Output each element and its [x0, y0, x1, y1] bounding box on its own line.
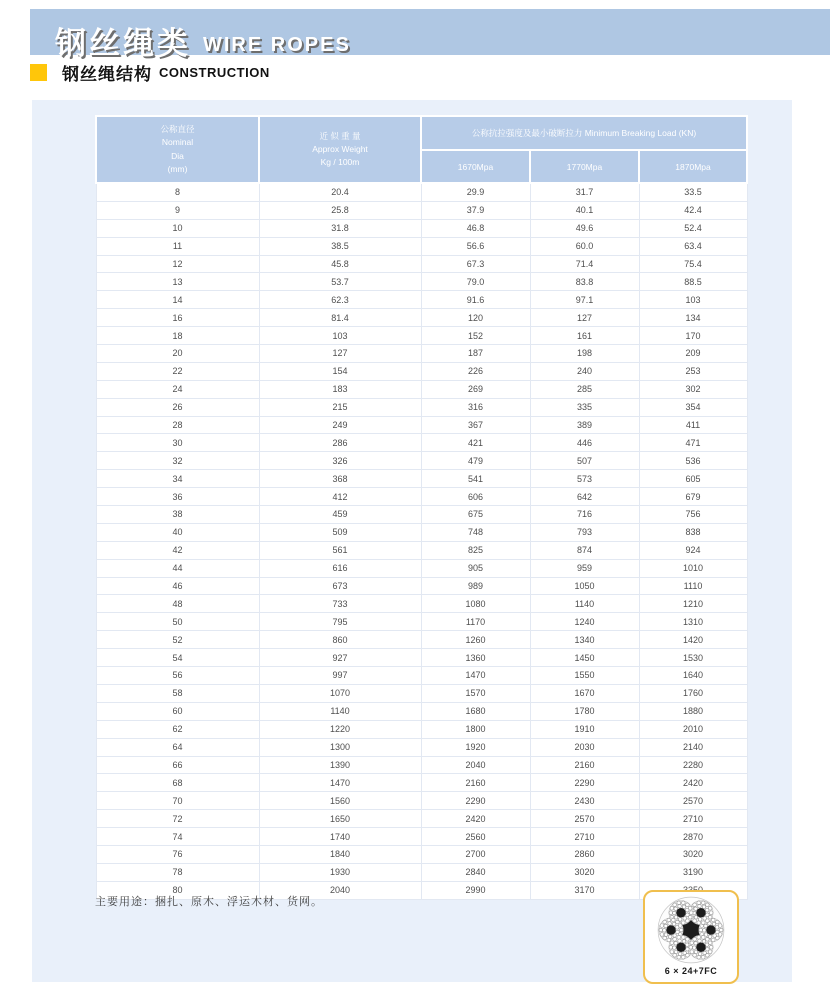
cell-mbl-1770: 240: [530, 362, 639, 380]
table-row: [96, 488, 747, 506]
cell-mbl-1770: 507: [530, 452, 639, 470]
cell-weight: 1560: [259, 792, 421, 810]
cell-weight: 1390: [259, 756, 421, 774]
cell-mbl-1670: 2290: [421, 792, 530, 810]
cell-mbl-1670: 748: [421, 523, 530, 541]
cell-mbl-1670: 1920: [421, 738, 530, 756]
cell-mbl-1770: 60.0: [530, 237, 639, 255]
cell-mbl-1670: 1260: [421, 631, 530, 649]
cell-mbl-1670: 2560: [421, 828, 530, 846]
cell-mbl-1870: 75.4: [639, 255, 747, 273]
cell-mbl-1670: 1080: [421, 595, 530, 613]
cell-mbl-1770: 1450: [530, 649, 639, 667]
cell-diameter: 9: [96, 201, 259, 219]
usage-note: 主要用途：捆扎、原木、浮运木材、货网。: [95, 896, 323, 908]
cell-mbl-1770: 2430: [530, 792, 639, 810]
cell-mbl-1670: 825: [421, 541, 530, 559]
cell-mbl-1870: 1760: [639, 684, 747, 702]
cell-mbl-1870: 302: [639, 380, 747, 398]
table-row: [96, 810, 747, 828]
cell-mbl-1870: 170: [639, 327, 747, 345]
cell-mbl-1770: 335: [530, 398, 639, 416]
cell-diameter: 30: [96, 434, 259, 452]
cell-mbl-1670: 79.0: [421, 273, 530, 291]
cell-mbl-1870: 1110: [639, 577, 747, 595]
cell-mbl-1770: 127: [530, 309, 639, 327]
spec-table-body: [96, 183, 747, 899]
cell-diameter: 42: [96, 541, 259, 559]
cell-mbl-1770: 3170: [530, 881, 639, 899]
cell-mbl-1670: 29.9: [421, 183, 530, 201]
cell-diameter: 62: [96, 720, 259, 738]
cell-mbl-1870: 2140: [639, 738, 747, 756]
cell-weight: 927: [259, 649, 421, 667]
table-row: [96, 720, 747, 738]
cell-mbl-1870: 253: [639, 362, 747, 380]
cell-mbl-1770: 446: [530, 434, 639, 452]
cell-mbl-1870: 1210: [639, 595, 747, 613]
cell-mbl-1670: 152: [421, 327, 530, 345]
cell-diameter: 44: [96, 559, 259, 577]
cell-weight: 25.8: [259, 201, 421, 219]
cell-mbl-1870: 33.5: [639, 183, 747, 201]
rope-cross-section-box: [643, 890, 739, 984]
cell-weight: 997: [259, 667, 421, 685]
cell-weight: 20.4: [259, 183, 421, 201]
cell-mbl-1670: 1360: [421, 649, 530, 667]
cell-diameter: 68: [96, 774, 259, 792]
cell-mbl-1770: 1910: [530, 720, 639, 738]
table-row: [96, 863, 747, 881]
cell-mbl-1870: 838: [639, 523, 747, 541]
cell-mbl-1870: 3020: [639, 845, 747, 863]
cell-diameter: 34: [96, 470, 259, 488]
cell-mbl-1670: 675: [421, 506, 530, 524]
cell-mbl-1770: 2860: [530, 845, 639, 863]
cell-mbl-1870: 2710: [639, 810, 747, 828]
cell-mbl-1670: 37.9: [421, 201, 530, 219]
cell-diameter: 36: [96, 488, 259, 506]
table-row: [96, 738, 747, 756]
cell-mbl-1870: 756: [639, 506, 747, 524]
cell-mbl-1670: 2040: [421, 756, 530, 774]
cell-mbl-1670: 905: [421, 559, 530, 577]
cell-mbl-1870: 679: [639, 488, 747, 506]
col-header-line: 近 似 重 量: [319, 130, 361, 141]
cell-mbl-1670: 120: [421, 309, 530, 327]
col-header-min-breaking-load: 公称抗拉强度及最小破断拉力 Minimum Breaking Load (KN): [421, 116, 747, 150]
cell-weight: 127: [259, 345, 421, 363]
table-row: [96, 541, 747, 559]
cell-weight: 860: [259, 631, 421, 649]
cell-mbl-1670: 2840: [421, 863, 530, 881]
cell-mbl-1670: 1170: [421, 613, 530, 631]
cell-diameter: 60: [96, 702, 259, 720]
cell-mbl-1870: 209: [639, 345, 747, 363]
cell-weight: 154: [259, 362, 421, 380]
cell-weight: 561: [259, 541, 421, 559]
cell-mbl-1770: 716: [530, 506, 639, 524]
cell-diameter: 80: [96, 881, 259, 899]
wire-rope-cross-section-image: [655, 895, 727, 965]
cell-diameter: 13: [96, 273, 259, 291]
cell-mbl-1870: 1640: [639, 667, 747, 685]
cell-mbl-1670: 989: [421, 577, 530, 595]
col-header-1870mpa: 1870Mpa: [639, 150, 747, 183]
cell-diameter: 16: [96, 309, 259, 327]
cell-mbl-1770: 1240: [530, 613, 639, 631]
cell-diameter: 70: [96, 792, 259, 810]
cell-weight: 412: [259, 488, 421, 506]
cell-diameter: 48: [96, 595, 259, 613]
cell-weight: 1470: [259, 774, 421, 792]
table-row: [96, 434, 747, 452]
cell-mbl-1870: 134: [639, 309, 747, 327]
page-title-zh: 钢丝绳类: [55, 26, 191, 61]
cell-mbl-1870: 2280: [639, 756, 747, 774]
table-row: [96, 613, 747, 631]
cell-mbl-1870: 471: [639, 434, 747, 452]
cell-diameter: 8: [96, 183, 259, 201]
cell-weight: 62.3: [259, 291, 421, 309]
section-title-en: CONSTRUCTION: [159, 64, 270, 80]
cell-mbl-1670: 1570: [421, 684, 530, 702]
cell-diameter: 22: [96, 362, 259, 380]
table-row: [96, 201, 747, 219]
cell-weight: 795: [259, 613, 421, 631]
table-row: [96, 792, 747, 810]
table-row: [96, 255, 747, 273]
cell-diameter: 11: [96, 237, 259, 255]
cell-mbl-1870: 1310: [639, 613, 747, 631]
table-row: [96, 291, 747, 309]
cell-weight: 1300: [259, 738, 421, 756]
cell-mbl-1770: 874: [530, 541, 639, 559]
cell-weight: 286: [259, 434, 421, 452]
cell-diameter: 54: [96, 649, 259, 667]
cell-weight: 53.7: [259, 273, 421, 291]
cell-weight: 616: [259, 559, 421, 577]
cell-mbl-1870: 52.4: [639, 219, 747, 237]
col-header-1770mpa: 1770Mpa: [530, 150, 639, 183]
cell-mbl-1770: 97.1: [530, 291, 639, 309]
cell-mbl-1770: 2160: [530, 756, 639, 774]
table-row: [96, 309, 747, 327]
cell-mbl-1670: 46.8: [421, 219, 530, 237]
cell-mbl-1870: 2870: [639, 828, 747, 846]
cell-mbl-1870: 605: [639, 470, 747, 488]
cell-mbl-1870: 1420: [639, 631, 747, 649]
cell-weight: 733: [259, 595, 421, 613]
cell-weight: 249: [259, 416, 421, 434]
cell-mbl-1770: 1550: [530, 667, 639, 685]
col-header-approx-weight: [259, 116, 421, 183]
cell-mbl-1670: 1680: [421, 702, 530, 720]
table-row: [96, 649, 747, 667]
table-row: [96, 523, 747, 541]
cell-mbl-1770: 2570: [530, 810, 639, 828]
cell-diameter: 66: [96, 756, 259, 774]
cell-weight: 509: [259, 523, 421, 541]
table-row: [96, 273, 747, 291]
cell-mbl-1670: 367: [421, 416, 530, 434]
cell-mbl-1770: 642: [530, 488, 639, 506]
cell-mbl-1870: 411: [639, 416, 747, 434]
table-row: [96, 702, 747, 720]
cell-mbl-1770: 1050: [530, 577, 639, 595]
cell-diameter: 58: [96, 684, 259, 702]
col-header-line: Dia: [171, 150, 184, 161]
col-header-line: Approx Weight: [312, 143, 368, 154]
page-title-banner: [30, 9, 830, 61]
cell-diameter: 20: [96, 345, 259, 363]
cell-mbl-1870: 63.4: [639, 237, 747, 255]
page-title-en: WIRE ROPES: [203, 34, 351, 56]
cell-mbl-1770: 1780: [530, 702, 639, 720]
table-row: [96, 756, 747, 774]
cell-diameter: 78: [96, 863, 259, 881]
table-row: [96, 219, 747, 237]
cell-mbl-1770: 2030: [530, 738, 639, 756]
table-row: [96, 595, 747, 613]
col-header-line: Nominal: [161, 137, 194, 148]
col-header-1670mpa: 1670Mpa: [421, 150, 530, 183]
cell-weight: 103: [259, 327, 421, 345]
cell-mbl-1770: 71.4: [530, 255, 639, 273]
table-row: [96, 345, 747, 363]
cell-mbl-1670: 1470: [421, 667, 530, 685]
cell-weight: 31.8: [259, 219, 421, 237]
table-row: [96, 237, 747, 255]
cell-mbl-1670: 316: [421, 398, 530, 416]
table-row: [96, 631, 747, 649]
cell-weight: 459: [259, 506, 421, 524]
table-row: [96, 398, 747, 416]
cell-mbl-1870: 2570: [639, 792, 747, 810]
cell-mbl-1670: 187: [421, 345, 530, 363]
cell-mbl-1670: 56.6: [421, 237, 530, 255]
cell-diameter: 18: [96, 327, 259, 345]
table-row: [96, 380, 747, 398]
cell-diameter: 14: [96, 291, 259, 309]
cell-weight: 326: [259, 452, 421, 470]
cell-weight: 673: [259, 577, 421, 595]
table-row: [96, 845, 747, 863]
cell-diameter: 72: [96, 810, 259, 828]
cell-mbl-1770: 40.1: [530, 201, 639, 219]
cell-diameter: 76: [96, 845, 259, 863]
cell-mbl-1770: 1670: [530, 684, 639, 702]
cell-mbl-1770: 2290: [530, 774, 639, 792]
cell-mbl-1670: 91.6: [421, 291, 530, 309]
cell-weight: 1740: [259, 828, 421, 846]
cell-mbl-1670: 2420: [421, 810, 530, 828]
table-row: [96, 667, 747, 685]
cell-mbl-1670: 541: [421, 470, 530, 488]
cell-mbl-1870: 3190: [639, 863, 747, 881]
cell-mbl-1670: 67.3: [421, 255, 530, 273]
cell-diameter: 12: [96, 255, 259, 273]
table-row: [96, 506, 747, 524]
wire-rope-spec-table: [95, 115, 748, 900]
cell-weight: 2040: [259, 881, 421, 899]
cell-weight: 1840: [259, 845, 421, 863]
cell-weight: 368: [259, 470, 421, 488]
cell-mbl-1870: 88.5: [639, 273, 747, 291]
cell-weight: 1070: [259, 684, 421, 702]
table-row: [96, 470, 747, 488]
table-row: [96, 362, 747, 380]
cell-mbl-1770: 49.6: [530, 219, 639, 237]
cell-diameter: 28: [96, 416, 259, 434]
section-heading: [30, 62, 270, 82]
cell-weight: 215: [259, 398, 421, 416]
cell-diameter: 24: [96, 380, 259, 398]
cell-mbl-1770: 31.7: [530, 183, 639, 201]
cell-mbl-1770: 83.8: [530, 273, 639, 291]
cell-mbl-1770: 959: [530, 559, 639, 577]
cell-weight: 38.5: [259, 237, 421, 255]
cell-diameter: 38: [96, 506, 259, 524]
rope-construction-label: 6 × 24+7FC: [664, 966, 718, 976]
cell-mbl-1670: 2990: [421, 881, 530, 899]
cell-mbl-1770: 198: [530, 345, 639, 363]
yellow-square-icon: [30, 64, 47, 81]
table-row: [96, 828, 747, 846]
cell-weight: 1140: [259, 702, 421, 720]
cell-diameter: 40: [96, 523, 259, 541]
cell-mbl-1870: 1530: [639, 649, 747, 667]
col-header-line: (mm): [167, 163, 188, 174]
cell-mbl-1770: 389: [530, 416, 639, 434]
cell-mbl-1870: 1880: [639, 702, 747, 720]
cell-mbl-1670: 1800: [421, 720, 530, 738]
cell-mbl-1870: 2420: [639, 774, 747, 792]
cell-diameter: 32: [96, 452, 259, 470]
cell-diameter: 10: [96, 219, 259, 237]
table-row: [96, 774, 747, 792]
cell-weight: 1220: [259, 720, 421, 738]
cell-mbl-1770: 1340: [530, 631, 639, 649]
cell-mbl-1770: 285: [530, 380, 639, 398]
cell-weight: 45.8: [259, 255, 421, 273]
cell-mbl-1870: 536: [639, 452, 747, 470]
table-row: [96, 577, 747, 595]
cell-mbl-1670: 2700: [421, 845, 530, 863]
col-header-line: Kg / 100m: [320, 157, 360, 168]
cell-mbl-1870: 354: [639, 398, 747, 416]
table-header: [96, 116, 747, 183]
cell-mbl-1870: 42.4: [639, 201, 747, 219]
section-title-zh: 钢丝绳结构: [62, 64, 152, 84]
cell-mbl-1870: 103: [639, 291, 747, 309]
table-row: [96, 183, 747, 201]
cell-mbl-1770: 793: [530, 523, 639, 541]
cell-mbl-1770: 1140: [530, 595, 639, 613]
cell-diameter: 56: [96, 667, 259, 685]
cell-mbl-1770: 161: [530, 327, 639, 345]
cell-mbl-1670: 226: [421, 362, 530, 380]
cell-mbl-1770: 2710: [530, 828, 639, 846]
col-header-nominal-dia: [96, 116, 259, 183]
table-row: [96, 684, 747, 702]
cell-diameter: 50: [96, 613, 259, 631]
cell-weight: 183: [259, 380, 421, 398]
cell-mbl-1670: 269: [421, 380, 530, 398]
cell-diameter: 52: [96, 631, 259, 649]
cell-mbl-1870: 924: [639, 541, 747, 559]
cell-mbl-1870: 1010: [639, 559, 747, 577]
table-row: [96, 416, 747, 434]
cell-diameter: 64: [96, 738, 259, 756]
table-row: [96, 452, 747, 470]
cell-mbl-1670: 421: [421, 434, 530, 452]
cell-mbl-1870: 2010: [639, 720, 747, 738]
cell-diameter: 46: [96, 577, 259, 595]
cell-mbl-1670: 479: [421, 452, 530, 470]
cell-mbl-1770: 3020: [530, 863, 639, 881]
table-row: [96, 559, 747, 577]
cell-weight: 81.4: [259, 309, 421, 327]
cell-mbl-1670: 2160: [421, 774, 530, 792]
cell-mbl-1770: 573: [530, 470, 639, 488]
cell-diameter: 74: [96, 828, 259, 846]
content-panel: [32, 100, 792, 982]
col-header-line: 公称直径: [160, 124, 195, 135]
cell-mbl-1670: 606: [421, 488, 530, 506]
cell-weight: 1930: [259, 863, 421, 881]
cell-weight: 1650: [259, 810, 421, 828]
table-row: [96, 327, 747, 345]
cell-diameter: 26: [96, 398, 259, 416]
